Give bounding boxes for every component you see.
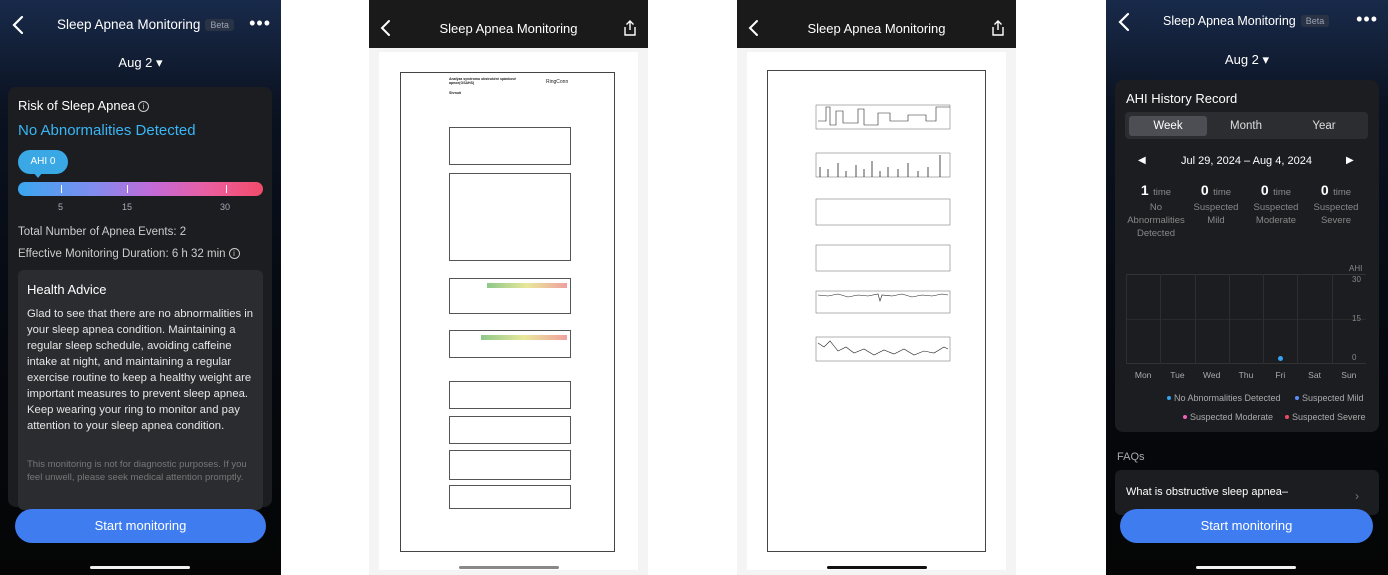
ahi-gradient-graphic: [487, 283, 567, 288]
apnea-result-screen: [0, 0, 281, 575]
info-icon[interactable]: i: [229, 248, 240, 259]
caret-down-icon: ▾: [156, 55, 163, 70]
count-moderate: 0 time Suspected Moderate: [1253, 182, 1299, 226]
date-range: Jul 29, 2024 – Aug 4, 2024: [1181, 155, 1312, 167]
home-indicator: [90, 566, 190, 569]
period-tabs: [1125, 112, 1368, 139]
back-arrow-icon[interactable]: [10, 14, 28, 36]
y-tick-label: 0: [1352, 353, 1357, 362]
report-brand: RingConn: [546, 79, 569, 85]
grid-line: [1332, 274, 1333, 364]
monitoring-duration: Effective Monitoring Duration: 6 h 32 min i: [18, 248, 240, 260]
x-tick-label: Sun: [1341, 370, 1357, 380]
scale-tick-label: 15: [122, 202, 133, 212]
report-charts-graphic: [768, 71, 987, 553]
grid-line: [1263, 274, 1264, 364]
more-options-icon[interactable]: •••: [249, 13, 271, 33]
chevron-right-icon[interactable]: ›: [1355, 489, 1359, 503]
date-selector[interactable]: Aug 2 ▾: [118, 55, 163, 70]
scale-tick: [61, 185, 62, 193]
report-section: Shrnutí: [449, 91, 462, 95]
beta-badge: Beta: [1301, 15, 1330, 27]
x-tick-label: Sat: [1308, 370, 1321, 380]
page-title: Sleep Apnea Monitoring: [807, 21, 946, 36]
total-events: Total Number of Apnea Events: 2: [18, 226, 187, 238]
home-indicator: [459, 566, 559, 569]
x-tick-label: Tue: [1170, 370, 1185, 380]
beta-badge: Beta: [205, 19, 234, 31]
grid-line: [1297, 274, 1298, 364]
grid-line: [1126, 274, 1127, 364]
spo2-gradient-graphic: [481, 335, 567, 340]
report-charts-screen: [737, 0, 1016, 575]
risk-status: No Abnormalities Detected: [18, 122, 196, 139]
report-table: [449, 485, 571, 509]
report-page: [400, 72, 615, 552]
prev-week-icon[interactable]: ◀: [1138, 155, 1146, 166]
legend-dot: [1183, 415, 1187, 419]
tab-week[interactable]: Week: [1129, 116, 1207, 136]
health-advice-title: Health Advice: [27, 282, 107, 297]
scale-tick: [226, 185, 227, 193]
y-tick-label: 15: [1352, 314, 1361, 323]
data-point[interactable]: [1278, 356, 1283, 361]
x-tick-label: Fri: [1275, 370, 1286, 380]
start-monitoring-button[interactable]: Start monitoring: [15, 509, 266, 543]
nav-bar: [0, 0, 281, 50]
report-table: [449, 173, 571, 261]
tab-month[interactable]: Month: [1230, 120, 1262, 132]
report-document-screen: [369, 0, 648, 575]
scale-tick: [127, 185, 128, 193]
x-tick-label: Thu: [1238, 370, 1254, 380]
grid-line: [1126, 319, 1366, 320]
history-title: AHI History Record: [1126, 91, 1238, 106]
back-arrow-icon[interactable]: [1116, 11, 1134, 33]
report-table: [449, 127, 571, 165]
nav-bar: [737, 0, 1016, 48]
legend-normal: No Abnormalities Detected: [1167, 393, 1281, 403]
more-options-icon[interactable]: •••: [1356, 9, 1378, 29]
report-heading: Analýza syndromu obstrukční spánkové apnoe(OSAHS): [449, 77, 517, 85]
report-table: [449, 450, 571, 480]
legend-dot: [1295, 396, 1299, 400]
page-title: Sleep Apnea Monitoring Beta: [57, 17, 234, 32]
x-tick-label: Mon: [1134, 370, 1152, 380]
disclaimer-note: This monitoring is not for diagnostic purposes. If you feel unwell, please seek medical attention promptly.: [27, 459, 247, 483]
info-icon[interactable]: i: [138, 101, 149, 112]
health-advice-text: Glad to see that there are no abnormalities in your sleep apnea condition. Maintaining a regular sleep schedule, avoiding caffeine intake at night, and maintaining a regular exercise routine to keep a healthy weight are important measures to prevent sleep apnea. Keep wearing your ring to monitor and pay attention to your sleep apnea condition.: [27, 308, 254, 432]
nav-bar: [369, 0, 648, 48]
report-table: [449, 381, 571, 409]
legend-severe: Suspected Severe: [1285, 412, 1366, 422]
ahi-bubble: AHI 0: [18, 150, 68, 174]
legend-moderate: Suspected Moderate: [1183, 412, 1273, 422]
grid-line: [1229, 274, 1230, 364]
grid-line: [1195, 274, 1196, 364]
report-table: [449, 416, 571, 444]
date-selector[interactable]: Aug 2 ▾: [1224, 52, 1270, 67]
page-title: Sleep Apnea Monitoring: [439, 21, 578, 36]
home-indicator: [827, 566, 927, 569]
faq-heading: FAQs: [1117, 451, 1145, 463]
count-mild: 0 time Suspected Mild: [1193, 182, 1239, 226]
y-axis-label: AHI: [1349, 264, 1363, 273]
risk-title: Risk of Sleep Apnea i: [18, 98, 149, 113]
faq-question[interactable]: What is obstructive sleep apnea–: [1126, 486, 1289, 498]
home-indicator: [1196, 566, 1296, 569]
nav-bar: [1106, 0, 1388, 50]
scale-tick-label: 30: [220, 202, 231, 212]
next-week-icon[interactable]: ▶: [1346, 155, 1354, 166]
tab-year[interactable]: Year: [1312, 120, 1336, 132]
share-icon[interactable]: [990, 19, 1006, 37]
grid-line: [1160, 274, 1161, 364]
x-tick-label: Wed: [1203, 370, 1221, 380]
report-page: [767, 70, 986, 552]
count-severe: 0 time Suspected Severe: [1313, 182, 1359, 226]
legend-dot: [1285, 415, 1289, 419]
page-title: Sleep Apnea Monitoring Beta: [1163, 14, 1329, 28]
ahi-bubble-pointer: [33, 172, 43, 178]
start-monitoring-button[interactable]: Start monitoring: [1120, 509, 1373, 543]
caret-down-icon: ▾: [1262, 52, 1270, 67]
scale-tick-label: 5: [58, 202, 64, 212]
count-normal: 1 time No Abnormalities Detected: [1127, 182, 1185, 239]
y-tick-label: 30: [1352, 275, 1361, 284]
share-icon[interactable]: [622, 19, 638, 37]
legend-mild: Suspected Mild: [1295, 393, 1364, 403]
legend-dot: [1167, 396, 1171, 400]
